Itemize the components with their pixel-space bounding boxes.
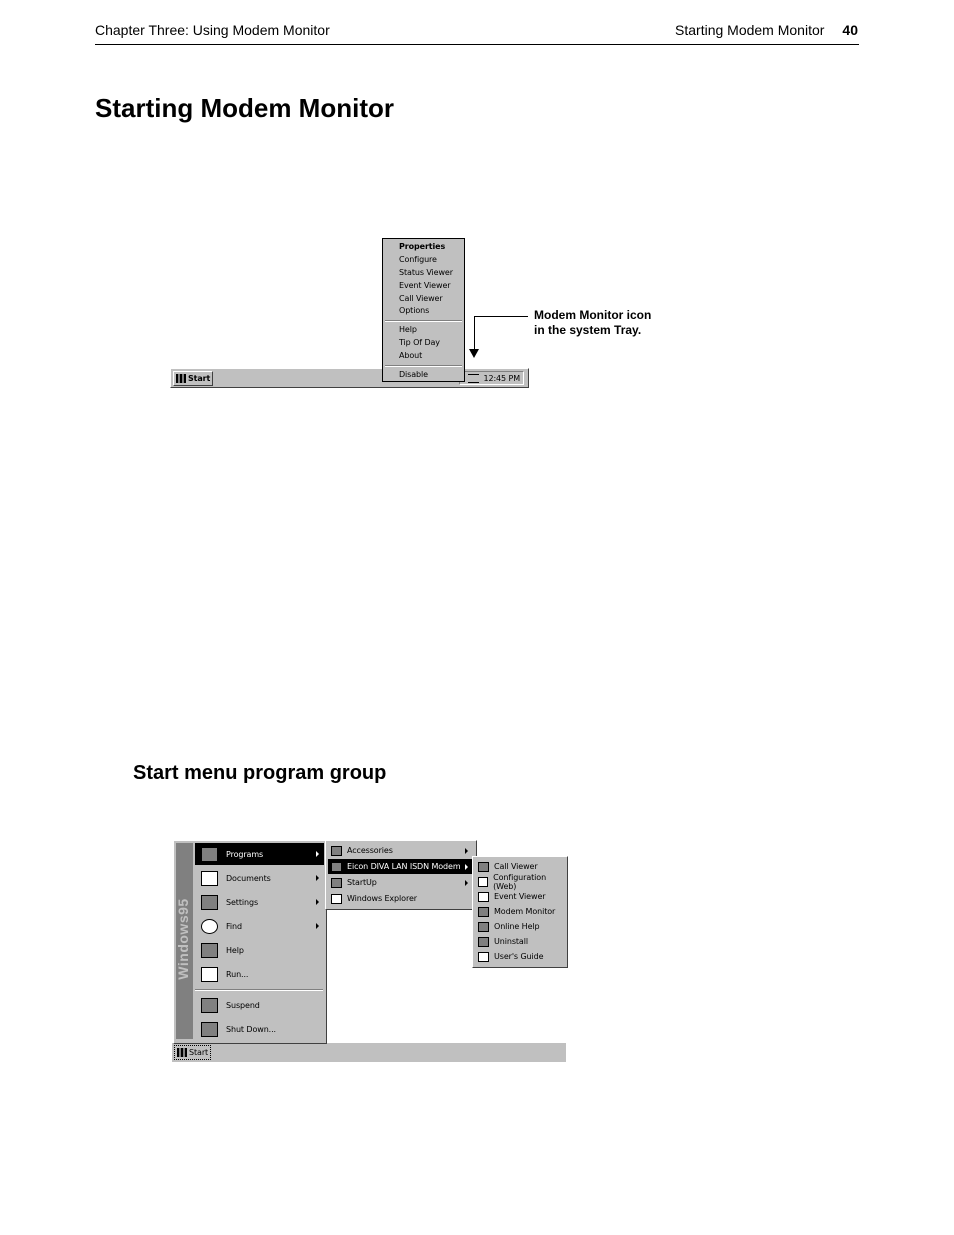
start-item-shut-down[interactable] <box>195 1018 324 1040</box>
taskbar <box>170 368 529 388</box>
start-item-label: Shut Down... <box>226 1024 276 1034</box>
menu-item-properties[interactable]: Properties <box>399 242 446 251</box>
programs-item-label: Windows Explorer <box>347 894 417 903</box>
callout-arrow-icon <box>469 349 479 358</box>
start-item-label: Find <box>226 921 242 931</box>
menu-item-help[interactable]: Help <box>399 325 417 334</box>
menu-item-about[interactable]: About <box>399 351 423 360</box>
start-item-label: Help <box>226 945 244 955</box>
help-book-icon <box>478 922 489 932</box>
submenu-arrow-icon <box>465 864 468 870</box>
programs-item-windows-explorer[interactable] <box>328 891 473 906</box>
menu-separator <box>385 365 462 367</box>
eicon-item-label: Call Viewer <box>494 862 538 871</box>
start-label: Start <box>188 374 211 383</box>
eicon-item-users-guide[interactable] <box>475 949 564 964</box>
eicon-item-label: Configuration (Web) <box>493 872 547 891</box>
eicon-item-label: Uninstall <box>494 937 528 946</box>
menu-item-tip-of-day[interactable]: Tip Of Day <box>399 338 440 347</box>
system-tray <box>459 371 524 385</box>
start-item-documents[interactable] <box>195 867 324 889</box>
eicon-item-uninstall[interactable] <box>475 934 564 949</box>
submenu-arrow-icon <box>465 848 468 854</box>
menu-item-status-viewer[interactable]: Status Viewer <box>399 268 453 277</box>
start-item-run[interactable] <box>195 963 324 985</box>
submenu-arrow-icon <box>316 899 319 905</box>
eicon-submenu <box>472 856 568 968</box>
suspend-icon <box>201 998 218 1013</box>
eicon-item-configuration-web[interactable] <box>475 874 564 889</box>
start-item-programs[interactable] <box>195 843 324 865</box>
callout-line <box>474 316 528 317</box>
eicon-item-label: Event Viewer <box>494 892 546 901</box>
document-icon <box>478 952 489 962</box>
submenu-arrow-icon <box>316 875 319 881</box>
folder-icon <box>478 877 488 887</box>
page-header-left: Chapter Three: Using Modem Monitor <box>95 22 330 38</box>
folder-icon <box>331 878 342 888</box>
event-viewer-icon <box>478 892 489 902</box>
documents-icon <box>201 871 218 886</box>
start-label: Start <box>189 1048 209 1057</box>
menu-item-disable[interactable]: Disable <box>399 370 428 379</box>
windows-logo-icon <box>176 374 186 383</box>
menu-item-call-viewer[interactable]: Call Viewer <box>399 294 443 303</box>
menu-item-configure[interactable]: Configure <box>399 255 437 264</box>
programs-item-accessories[interactable] <box>328 843 473 858</box>
programs-item-eicon[interactable] <box>328 859 473 874</box>
start-button[interactable] <box>174 1045 211 1060</box>
page-number: 40 <box>842 22 858 38</box>
start-button[interactable] <box>173 371 213 386</box>
callout-label <box>534 308 651 338</box>
page-header-right <box>675 22 858 38</box>
settings-icon <box>201 895 218 910</box>
header-rule <box>95 44 859 45</box>
programs-item-startup[interactable] <box>328 875 473 890</box>
folder-icon <box>331 862 342 872</box>
eicon-item-label: User's Guide <box>494 952 544 961</box>
help-book-icon <box>201 943 218 958</box>
programs-item-label: StartUp <box>347 878 377 887</box>
eicon-item-event-viewer[interactable] <box>475 889 564 904</box>
shut-down-icon <box>201 1022 218 1037</box>
tray-menu-figure <box>170 238 530 390</box>
eicon-item-modem-monitor[interactable] <box>475 904 564 919</box>
clock: 12:45 PM <box>483 373 520 383</box>
start-item-label: Suspend <box>226 1000 260 1010</box>
eicon-item-online-help[interactable] <box>475 919 564 934</box>
eicon-item-label: Online Help <box>494 922 540 931</box>
start-menu <box>173 840 327 1044</box>
modem-monitor-context-menu <box>382 238 465 382</box>
windows-logo-icon <box>177 1048 187 1057</box>
submenu-arrow-icon <box>316 923 319 929</box>
menu-separator <box>385 320 462 322</box>
start-item-settings[interactable] <box>195 891 324 913</box>
banner-text: Windows95 <box>175 898 191 980</box>
menu-item-options[interactable]: Options <box>399 306 430 315</box>
windows95-banner <box>176 843 193 1039</box>
find-icon <box>201 919 218 934</box>
start-item-label: Programs <box>226 849 264 859</box>
submenu-arrow-icon <box>316 851 319 857</box>
modem-monitor-icon[interactable] <box>468 374 479 383</box>
start-item-suspend[interactable] <box>195 994 324 1016</box>
start-menu-figure <box>172 838 568 1064</box>
programs-item-label: Eicon DIVA LAN ISDN Modem <box>347 862 461 871</box>
run-icon <box>201 967 218 982</box>
callout-line <box>474 316 475 350</box>
callout-line1: Modem Monitor icon <box>534 308 652 322</box>
page-title: Starting Modem Monitor <box>95 93 394 123</box>
taskbar <box>172 1042 566 1062</box>
menu-item-event-viewer[interactable]: Event Viewer <box>399 281 451 290</box>
start-item-label: Run... <box>226 969 249 979</box>
eicon-item-label: Modem Monitor <box>494 907 556 916</box>
uninstall-icon <box>478 937 489 947</box>
start-item-help[interactable] <box>195 939 324 961</box>
submenu-arrow-icon <box>465 880 468 886</box>
header-section: Starting Modem Monitor <box>675 22 825 38</box>
start-item-find[interactable] <box>195 915 324 937</box>
start-item-label: Documents <box>226 873 271 883</box>
programs-icon <box>201 847 218 862</box>
programs-item-label: Accessories <box>347 846 393 855</box>
start-item-label: Settings <box>226 897 259 907</box>
modem-monitor-icon <box>478 907 489 917</box>
explorer-icon <box>331 894 342 904</box>
programs-submenu <box>325 840 477 910</box>
menu-separator <box>195 989 323 991</box>
callout-line2: in the system Tray. <box>534 323 642 337</box>
folder-icon <box>331 846 342 856</box>
call-viewer-icon <box>478 862 489 872</box>
section-subtitle: Start menu program group <box>133 762 387 784</box>
